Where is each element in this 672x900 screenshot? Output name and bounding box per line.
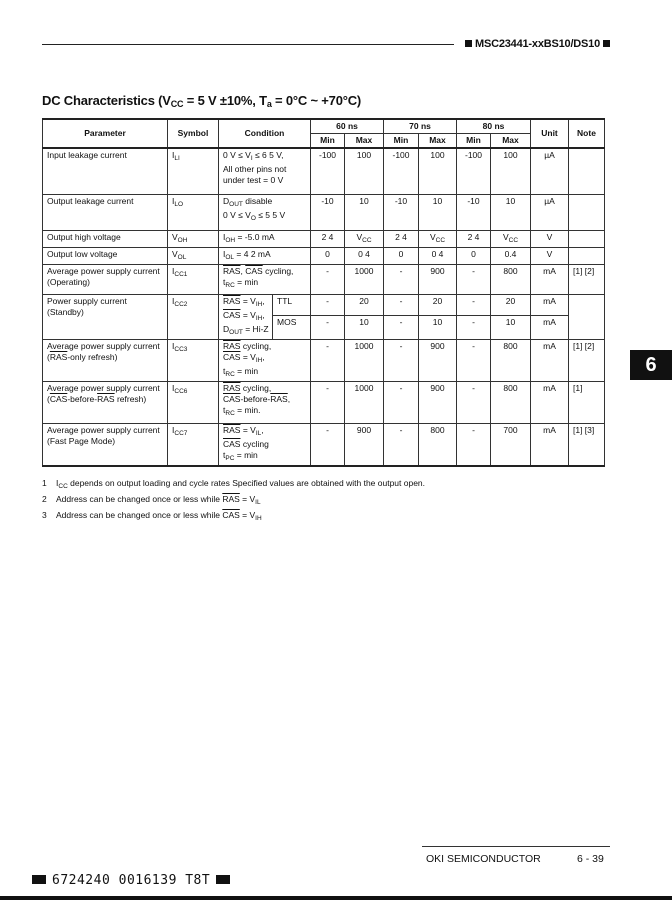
value-80-max: 700 bbox=[491, 423, 531, 466]
block-mark-icon bbox=[216, 875, 230, 884]
value-70-min: - bbox=[384, 423, 419, 466]
value-80-min: -10 bbox=[457, 194, 491, 230]
value-60-min: - bbox=[311, 339, 345, 381]
symbol-sub: CC3 bbox=[174, 345, 188, 353]
unit-cell: V bbox=[531, 247, 569, 264]
symbol-cell bbox=[168, 230, 219, 247]
mos-label: MOS bbox=[273, 315, 311, 339]
ttl-label: TTL bbox=[273, 294, 311, 315]
value-70-min: -100 bbox=[384, 148, 419, 194]
value-80-max: 10 bbox=[491, 315, 531, 339]
dc-characteristics-table bbox=[42, 118, 605, 467]
value-sub: CC bbox=[435, 236, 446, 244]
param-line: Power supply current bbox=[47, 295, 127, 306]
value-60-max: 20 bbox=[345, 294, 384, 315]
document-id: MSC23441-xxBS10/DS10 bbox=[475, 38, 601, 50]
value-60-min: - bbox=[311, 423, 345, 466]
cond-sub: RC bbox=[225, 370, 235, 378]
cond-sub: OL bbox=[225, 253, 235, 261]
cond-text: = V bbox=[240, 351, 256, 362]
footnote-text: = V bbox=[239, 494, 256, 504]
value-sub: CC bbox=[508, 236, 519, 244]
unit-cell: µA bbox=[531, 194, 569, 230]
symbol-sub: CC1 bbox=[174, 270, 188, 278]
value-70-max: 10 bbox=[419, 194, 457, 230]
value-sub: CC bbox=[362, 236, 372, 244]
note-cell: [1] [2] bbox=[569, 264, 605, 294]
parameter-cell: Output high voltage bbox=[43, 230, 168, 247]
symbol-cell bbox=[168, 339, 219, 381]
cond-overline: $\overline{CAS}$ bbox=[223, 393, 241, 404]
cond-text: t bbox=[223, 404, 226, 415]
footer-company: OKI SEMICONDUCTOR bbox=[426, 853, 541, 865]
note-cell bbox=[569, 194, 605, 230]
table-row bbox=[43, 339, 605, 381]
value-70-min: 2 4 bbox=[384, 230, 419, 247]
condition-cell bbox=[219, 148, 311, 194]
cond-sub: OUT bbox=[229, 200, 243, 208]
condition-cell bbox=[219, 339, 311, 381]
param-overline: $\overline{RAS}$ bbox=[49, 351, 68, 362]
symbol: I bbox=[172, 150, 175, 160]
cond-overline: $\overline{RAS}$ bbox=[270, 393, 288, 404]
value-80-min: - bbox=[457, 339, 491, 381]
unit-cell: V bbox=[531, 230, 569, 247]
cond-sub: IH bbox=[255, 300, 263, 308]
value-70-min: - bbox=[384, 381, 419, 423]
value-80-max: 0.4 bbox=[491, 247, 531, 264]
note-cell bbox=[569, 230, 605, 247]
footnote-text: depends on output loading and cycle rates Specified values are obtained with the output open. bbox=[67, 478, 426, 488]
parameter-cell bbox=[43, 381, 168, 423]
symbol-sub: LO bbox=[174, 200, 184, 208]
cond-sub: IL bbox=[255, 429, 262, 437]
value-60-max: 900 bbox=[345, 423, 384, 466]
note-cell: [1] [2] bbox=[569, 339, 605, 381]
symbol-cell bbox=[168, 294, 219, 339]
cond-text: t bbox=[223, 276, 226, 287]
cond-text: , bbox=[262, 295, 265, 306]
cond-text: , bbox=[240, 265, 246, 276]
symbol-cell bbox=[168, 423, 219, 466]
cond-text: = min bbox=[234, 365, 259, 376]
title-sub: a bbox=[266, 99, 272, 109]
footnote-text: = V bbox=[239, 510, 256, 520]
footnote bbox=[42, 477, 425, 493]
symbol: I bbox=[172, 382, 175, 393]
header-rule bbox=[42, 44, 454, 45]
param-line: -before- bbox=[67, 393, 98, 404]
table-row bbox=[43, 423, 605, 466]
value-70-max bbox=[419, 230, 457, 247]
cond-text: = V bbox=[240, 295, 256, 306]
cond-text: = V bbox=[240, 309, 256, 320]
cond-text: , bbox=[287, 393, 291, 404]
symbol-cell bbox=[168, 148, 219, 194]
cond-text: cycling, bbox=[240, 340, 272, 351]
symbol: I bbox=[172, 424, 175, 435]
symbol-sub: CC2 bbox=[174, 300, 188, 308]
header-max: Max bbox=[345, 134, 384, 149]
param-line: Average power supply current bbox=[47, 382, 160, 393]
value-80-min: - bbox=[457, 294, 491, 315]
value-60-min: -100 bbox=[311, 148, 345, 194]
symbol: I bbox=[172, 295, 175, 306]
footnote-overline: $\overline{RAS}$ bbox=[222, 494, 240, 504]
parameter-cell bbox=[43, 339, 168, 381]
symbol: I bbox=[172, 265, 175, 276]
cond-overline: $\overline{CAS}$ bbox=[223, 309, 241, 320]
cond-overline: $\overline{RAS}$ bbox=[223, 265, 241, 276]
cond-text: = min bbox=[234, 449, 258, 460]
value-70-max: 900 bbox=[419, 264, 457, 294]
condition-cell bbox=[219, 264, 311, 294]
value-70-min: - bbox=[384, 339, 419, 381]
param-line: Average power supply current bbox=[47, 424, 160, 435]
value-60-min: - bbox=[311, 381, 345, 423]
value-60-max: 1000 bbox=[345, 381, 384, 423]
unit-cell: mA bbox=[531, 339, 569, 381]
cond-text: cycling, bbox=[240, 382, 272, 393]
param-overline: $\overline{CAS}$ bbox=[49, 393, 68, 404]
header-symbol: Symbol bbox=[168, 119, 219, 148]
cond-text: = 4 2 mA bbox=[234, 248, 271, 259]
value-80-min: - bbox=[457, 423, 491, 466]
header-70ns: 70 ns bbox=[384, 119, 457, 134]
parameter-cell: Input leakage current bbox=[43, 148, 168, 194]
title-part: = 0°C ~ +70°C) bbox=[271, 93, 362, 108]
cond-text: 0 V ≤ V bbox=[223, 209, 251, 220]
cond-sub: PC bbox=[225, 454, 235, 462]
symbol-cell bbox=[168, 194, 219, 230]
value: V bbox=[502, 231, 509, 242]
unit-cell: mA bbox=[531, 294, 569, 315]
header-note: Note bbox=[569, 119, 605, 148]
value-60-min: - bbox=[311, 264, 345, 294]
value-70-max: 900 bbox=[419, 339, 457, 381]
cond-sub: O bbox=[250, 214, 256, 222]
param-line: (Standby) bbox=[47, 306, 84, 317]
cond-text: 0 V ≤ V bbox=[223, 150, 251, 160]
title-part: DC Characteristics (V bbox=[42, 93, 171, 108]
param-line: ( bbox=[47, 393, 50, 404]
value-70-min: -10 bbox=[384, 194, 419, 230]
symbol-cell bbox=[168, 247, 219, 264]
footnote bbox=[42, 509, 425, 525]
symbol-sub: CC6 bbox=[174, 387, 188, 395]
value-80-min: - bbox=[457, 264, 491, 294]
footnote-text: I bbox=[56, 478, 59, 488]
symbol: V bbox=[172, 248, 178, 259]
unit-cell: mA bbox=[531, 315, 569, 339]
value-60-max: 0 4 bbox=[345, 247, 384, 264]
cond-text: under test = 0 V bbox=[223, 175, 284, 185]
value-80-max bbox=[491, 230, 531, 247]
symbol: V bbox=[172, 231, 178, 242]
cond-sub: IH bbox=[255, 356, 263, 364]
value-60-max: 10 bbox=[345, 194, 384, 230]
value: V bbox=[356, 231, 363, 242]
value-60-max: 1000 bbox=[345, 339, 384, 381]
parameter-cell: Output leakage current bbox=[43, 194, 168, 230]
footnote-sub: IH bbox=[255, 515, 262, 522]
param-line: Average power supply current bbox=[47, 340, 160, 351]
value-60-min: - bbox=[311, 315, 345, 339]
cond-sub: OH bbox=[225, 236, 236, 244]
note-cell: [1] [3] bbox=[569, 423, 605, 466]
value: V bbox=[429, 231, 436, 242]
parameter-cell bbox=[43, 423, 168, 466]
table-row bbox=[43, 264, 605, 294]
header-max: Max bbox=[419, 134, 457, 149]
header-parameter: Parameter bbox=[43, 119, 168, 148]
footnote-sub: IL bbox=[255, 499, 261, 506]
table-row bbox=[43, 194, 605, 230]
cond-text: = -5.0 mA bbox=[235, 231, 275, 242]
header-80ns: 80 ns bbox=[457, 119, 531, 134]
table-row bbox=[43, 148, 605, 194]
value-70-min: - bbox=[384, 294, 419, 315]
cond-overline: $\overline{CAS}$ bbox=[245, 265, 263, 276]
value-80-min: 0 bbox=[457, 247, 491, 264]
cond-sub: RC bbox=[225, 281, 235, 289]
param-line: refresh) bbox=[114, 393, 147, 404]
cond-text: All other pins not bbox=[223, 164, 287, 174]
cond-text: = Hi-Z bbox=[242, 323, 269, 334]
value-80-max: 800 bbox=[491, 264, 531, 294]
table-row bbox=[43, 381, 605, 423]
note-cell: [1] bbox=[569, 381, 605, 423]
parameter-cell bbox=[43, 294, 168, 339]
value-80-min: - bbox=[457, 315, 491, 339]
param-line: Average power supply current bbox=[47, 265, 160, 276]
footnote-text: Address can be changed once or less while bbox=[56, 510, 223, 520]
cond-text: cycling bbox=[240, 438, 269, 449]
cond-overline: $\overline{CAS}$ bbox=[223, 351, 241, 362]
param-overline: $\overline{RAS}$ bbox=[97, 393, 115, 404]
symbol-sub: CC7 bbox=[174, 429, 188, 437]
condition-cell bbox=[219, 423, 311, 466]
section-title bbox=[42, 93, 361, 109]
cond-sub: IH bbox=[255, 314, 263, 322]
cond-sub: OUT bbox=[229, 328, 243, 336]
footer-page-number: 6 - 39 bbox=[577, 853, 604, 865]
symbol: I bbox=[172, 195, 175, 206]
footer-rule bbox=[422, 846, 610, 847]
symbol-cell bbox=[168, 264, 219, 294]
header-condition: Condition bbox=[219, 119, 311, 148]
condition-cell bbox=[219, 194, 311, 230]
cond-overline: $\overline{RAS}$ bbox=[223, 295, 241, 306]
print-code-text: 6724240 0016139 T8T bbox=[52, 873, 211, 888]
symbol-sub: OH bbox=[177, 236, 188, 244]
cond-text: t bbox=[223, 449, 226, 460]
cond-sub: I bbox=[250, 155, 253, 162]
cond-text: = min bbox=[234, 276, 259, 287]
value-80-min: 2 4 bbox=[457, 230, 491, 247]
cond-text: = V bbox=[240, 424, 256, 435]
param-line: (Operating) bbox=[47, 276, 90, 287]
section-tab: 6 bbox=[630, 350, 672, 380]
header-60ns: 60 ns bbox=[311, 119, 384, 134]
value-60-max bbox=[345, 230, 384, 247]
value-70-min: - bbox=[384, 264, 419, 294]
table-row bbox=[43, 230, 605, 247]
value-60-max: 100 bbox=[345, 148, 384, 194]
parameter-cell bbox=[43, 264, 168, 294]
cond-overline: $\overline{RAS}$ bbox=[223, 382, 241, 393]
square-bullet-icon bbox=[603, 40, 610, 47]
cond-text: ≤ 5 5 V bbox=[255, 209, 286, 220]
header-max: Max bbox=[491, 134, 531, 149]
value-70-max: 800 bbox=[419, 423, 457, 466]
param-line: ( bbox=[47, 351, 50, 362]
unit-cell: mA bbox=[531, 381, 569, 423]
document-header bbox=[462, 38, 613, 50]
value-60-min: - bbox=[311, 294, 345, 315]
footnote-number: 1 bbox=[42, 478, 47, 488]
note-cell bbox=[569, 294, 605, 339]
cond-text: D bbox=[223, 323, 230, 334]
header-min: Min bbox=[457, 134, 491, 149]
cond-text: D bbox=[223, 195, 230, 206]
value-80-min: -100 bbox=[457, 148, 491, 194]
cond-text: I bbox=[223, 231, 226, 242]
block-mark-icon bbox=[32, 875, 46, 884]
cond-overline: $\overline{RAS}$ bbox=[223, 424, 241, 435]
cond-text: = min. bbox=[234, 404, 261, 415]
header-unit: Unit bbox=[531, 119, 569, 148]
footnote-overline: $\overline{CAS}$ bbox=[222, 510, 240, 520]
symbol: I bbox=[172, 340, 175, 351]
unit-cell: µA bbox=[531, 148, 569, 194]
print-code bbox=[26, 873, 236, 888]
footnote-number: 3 bbox=[42, 510, 47, 520]
cond-text: ≤ 6 5 V, bbox=[252, 150, 284, 160]
title-sub: CC bbox=[170, 99, 184, 109]
cond-text: I bbox=[223, 248, 226, 259]
footnotes bbox=[42, 477, 425, 525]
bottom-edge bbox=[0, 896, 672, 900]
symbol-sub: LI bbox=[174, 155, 180, 162]
symbol-cell bbox=[168, 381, 219, 423]
param-line: (Fast Page Mode) bbox=[47, 435, 116, 446]
footnote-text: Address can be changed once or less while bbox=[56, 494, 223, 504]
unit-cell: mA bbox=[531, 423, 569, 466]
header-min: Min bbox=[384, 134, 419, 149]
value-80-max: 800 bbox=[491, 381, 531, 423]
value-70-min: 0 bbox=[384, 247, 419, 264]
square-bullet-icon bbox=[465, 40, 472, 47]
unit-cell: mA bbox=[531, 264, 569, 294]
table-row bbox=[43, 247, 605, 264]
condition-cell bbox=[219, 247, 311, 264]
value-70-min: - bbox=[384, 315, 419, 339]
cond-sub: RC bbox=[225, 409, 235, 417]
cond-text: , bbox=[262, 309, 265, 320]
title-part: = 5 V ±10%, T bbox=[183, 93, 267, 108]
value-60-min: 2 4 bbox=[311, 230, 345, 247]
footnote-sub: CC bbox=[58, 483, 68, 490]
value-60-min: 0 bbox=[311, 247, 345, 264]
parameter-cell: Output low voltage bbox=[43, 247, 168, 264]
value-80-max: 20 bbox=[491, 294, 531, 315]
table-row bbox=[43, 294, 605, 315]
header-min: Min bbox=[311, 134, 345, 149]
param-line: -only refresh) bbox=[67, 351, 118, 362]
value-80-max: 10 bbox=[491, 194, 531, 230]
cond-overline: $\overline{RAS}$ bbox=[223, 340, 241, 351]
value-70-max: 10 bbox=[419, 315, 457, 339]
note-cell bbox=[569, 148, 605, 194]
cond-text: disable bbox=[242, 195, 273, 206]
value-80-max: 800 bbox=[491, 339, 531, 381]
cond-overline: $\overline{CAS}$ bbox=[223, 438, 241, 449]
value-80-min: - bbox=[457, 381, 491, 423]
footnote-number: 2 bbox=[42, 494, 47, 504]
cond-text: t bbox=[223, 365, 226, 376]
footnote bbox=[42, 493, 425, 509]
value-70-max: 20 bbox=[419, 294, 457, 315]
symbol-sub: OL bbox=[177, 253, 187, 261]
condition-cell bbox=[219, 294, 273, 339]
note-cell bbox=[569, 247, 605, 264]
value-70-max: 900 bbox=[419, 381, 457, 423]
cond-text: cycling, bbox=[262, 265, 294, 276]
value-60-min: -10 bbox=[311, 194, 345, 230]
cond-text: , bbox=[262, 351, 265, 362]
value-60-max: 10 bbox=[345, 315, 384, 339]
value-70-max: 0 4 bbox=[419, 247, 457, 264]
cond-text: -before- bbox=[240, 393, 271, 404]
condition-cell bbox=[219, 381, 311, 423]
value-60-max: 1000 bbox=[345, 264, 384, 294]
value-80-max: 100 bbox=[491, 148, 531, 194]
condition-cell bbox=[219, 230, 311, 247]
cond-text: , bbox=[261, 424, 264, 435]
value-70-max: 100 bbox=[419, 148, 457, 194]
